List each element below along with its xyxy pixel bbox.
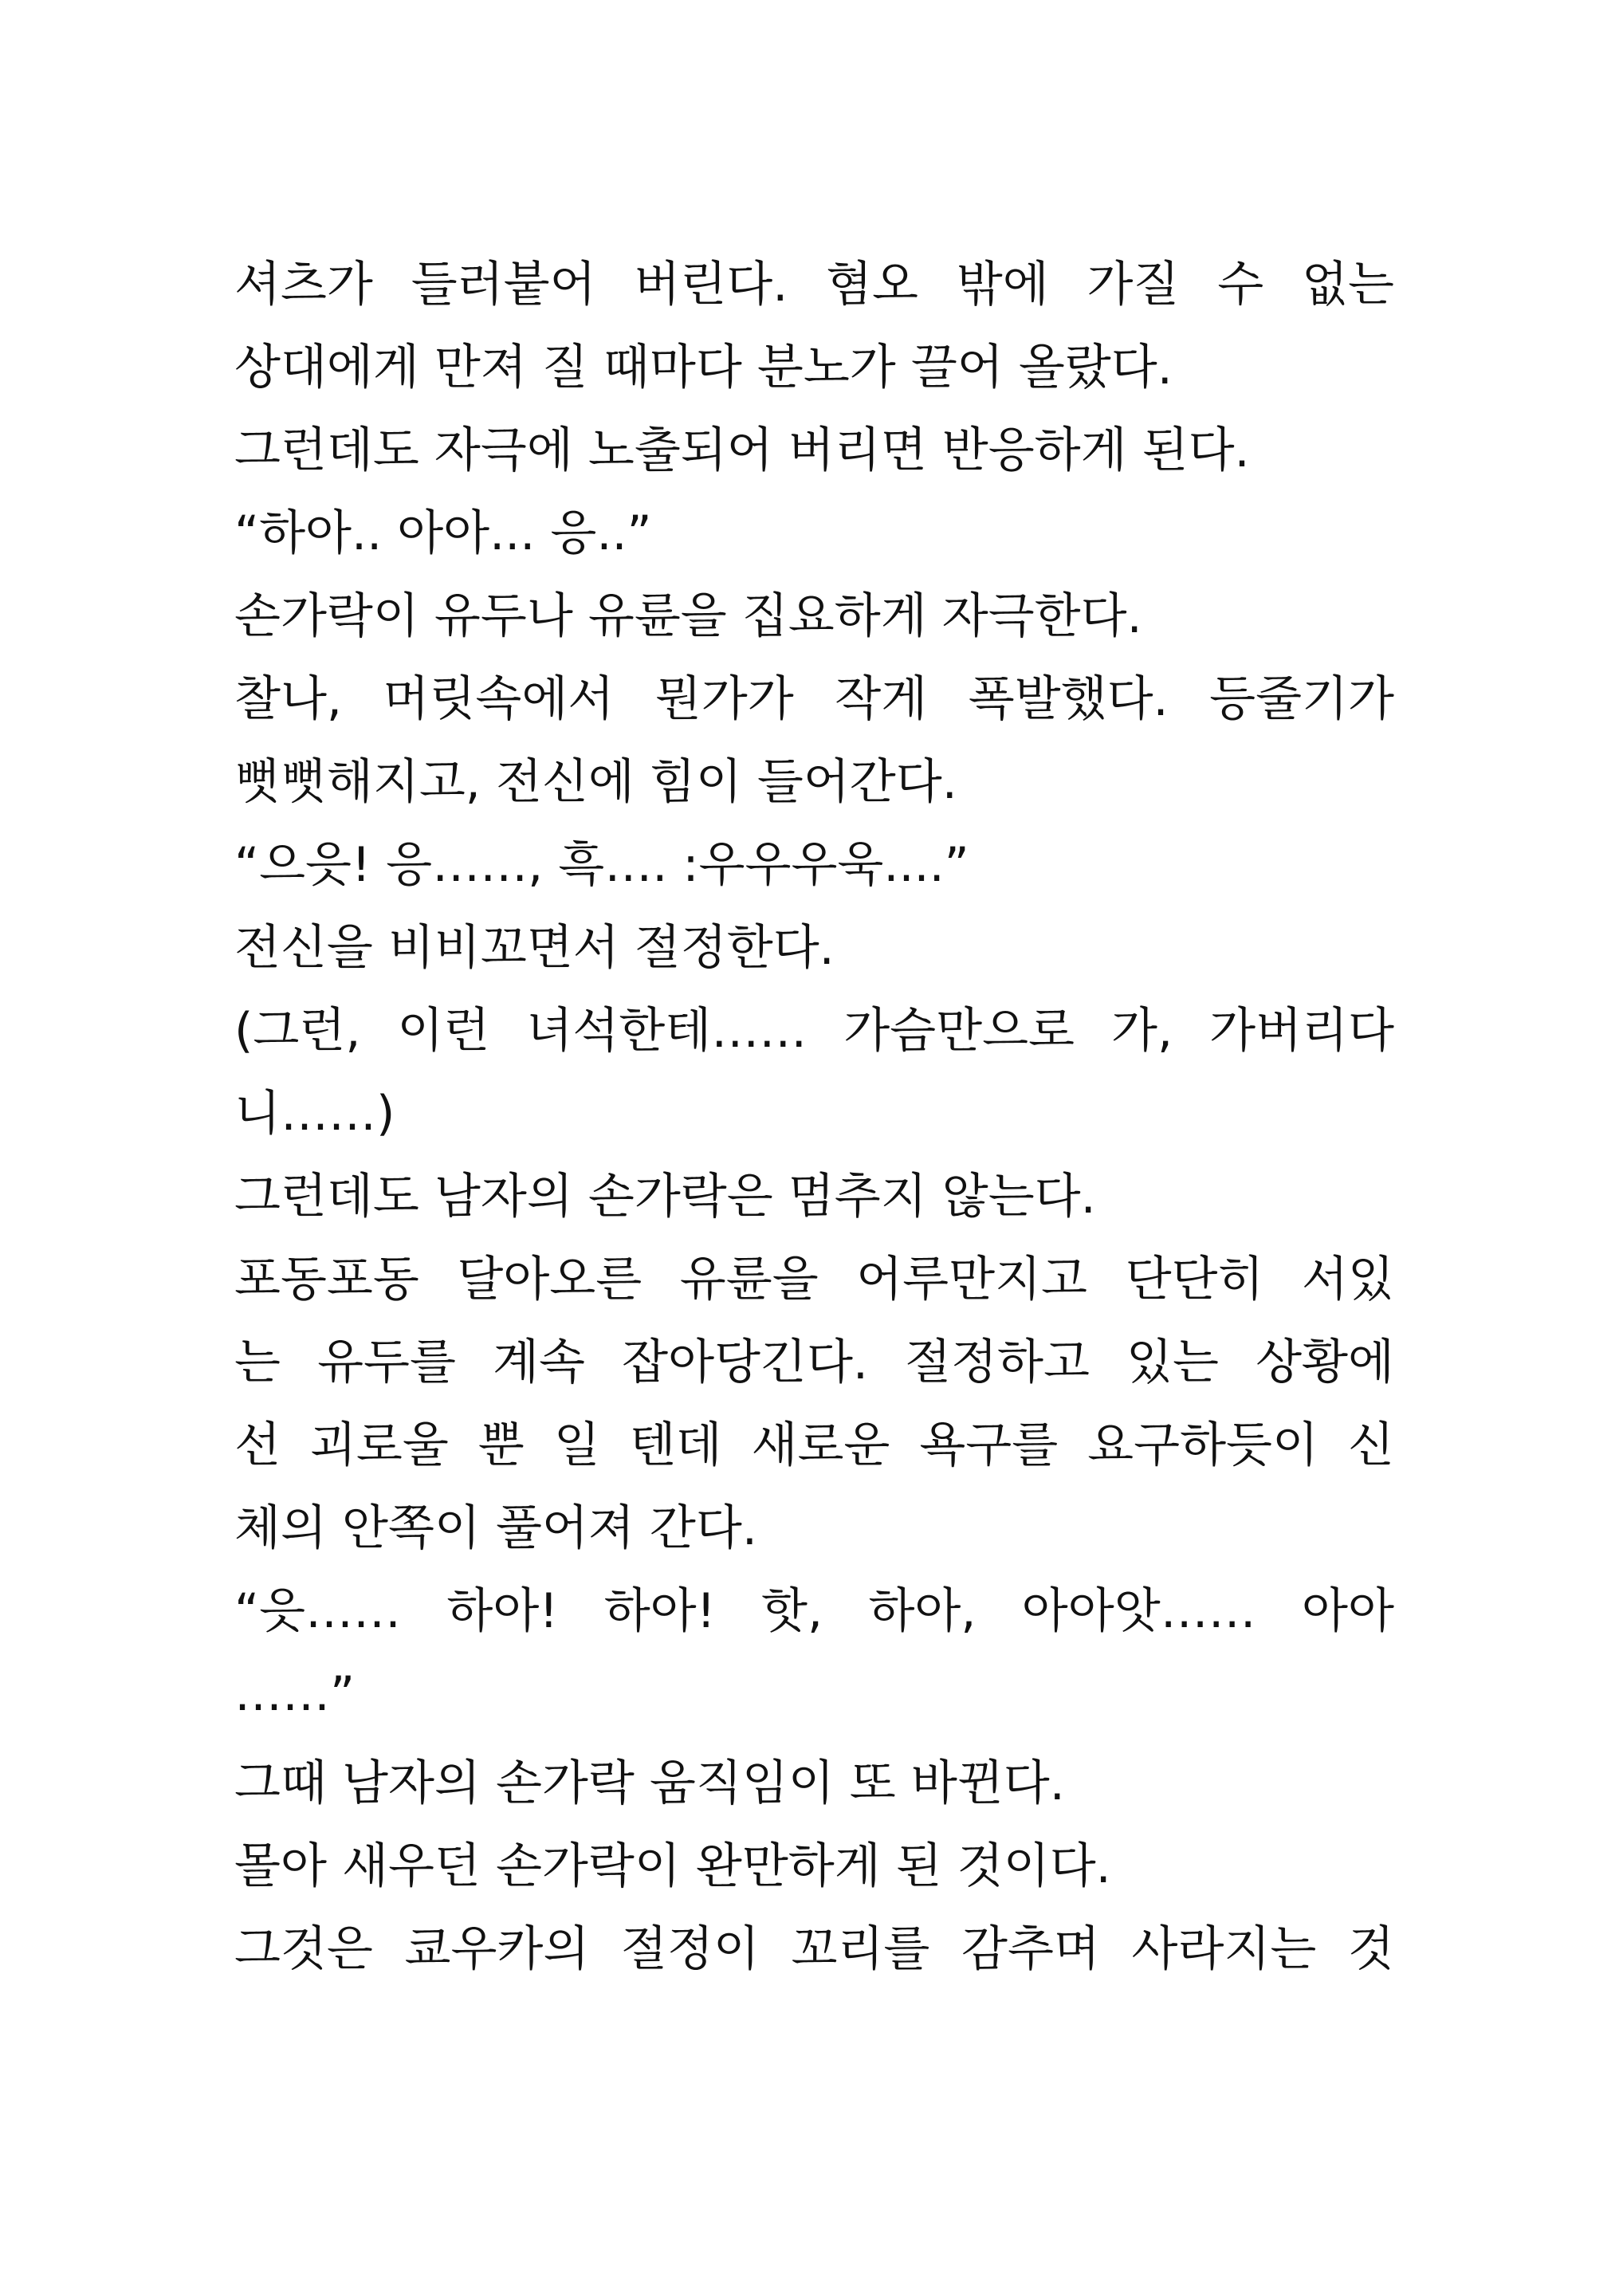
text-line-5: 손가락이 유두나 유륜을 집요하게 자극한다. xyxy=(234,588,1142,644)
word: 포동포동 xyxy=(234,1252,419,1307)
word: 혐오 xyxy=(826,257,918,313)
word: 쿄우카의 xyxy=(404,1921,590,1977)
text-line-11: 니……) xyxy=(234,1086,395,1142)
text-line-4: “하아.. 아아... 응..” xyxy=(234,505,652,561)
text-line-21 xyxy=(234,1908,1394,1991)
word: 신 xyxy=(1347,1417,1394,1473)
word: 감추며 xyxy=(961,1921,1100,1977)
word: 버린다. xyxy=(634,257,788,313)
word: 어루만지고 xyxy=(856,1252,1088,1307)
word: “읏…… xyxy=(234,1583,402,1639)
word: 수 xyxy=(1217,257,1264,313)
word: 셔츠가 xyxy=(234,257,373,313)
word: 작게 xyxy=(835,671,928,727)
word: 하아, xyxy=(868,1583,977,1639)
text-line-20: 몰아 새우던 손가락이 완만하게 된 것이다. xyxy=(234,1838,1111,1894)
word: 뿐 xyxy=(477,1417,525,1473)
word: 계속 xyxy=(493,1335,585,1390)
text-line-14 xyxy=(234,1321,1394,1404)
text-line-16: 체의 안쪽이 풀어져 간다. xyxy=(234,1500,757,1556)
word: (그런, xyxy=(234,1003,361,1059)
word: 유두를 xyxy=(317,1335,456,1390)
word: 찰나, xyxy=(234,671,342,727)
text-line-12: 그런데도 남자의 손가락은 멈추지 않는다. xyxy=(234,1169,1096,1225)
word: 달아오른 xyxy=(457,1252,643,1307)
text-line-1 xyxy=(234,243,1394,326)
word: 절정이 xyxy=(620,1921,760,1977)
word: 가슴만으로 xyxy=(843,1003,1075,1059)
word: 욕구를 xyxy=(919,1417,1059,1473)
word: 하아! xyxy=(446,1583,559,1639)
word: 등줄기가 xyxy=(1209,671,1394,727)
word: 잡아당긴다. xyxy=(622,1335,868,1390)
word: 밖에 xyxy=(956,257,1049,313)
word: 가질 xyxy=(1087,257,1180,313)
text-line-13 xyxy=(234,1238,1394,1321)
word: 것 xyxy=(1348,1921,1394,1977)
word: 없는 xyxy=(1302,257,1394,313)
text-line-19: 그때 남자의 손가락 움직임이 또 바뀐다. xyxy=(234,1755,1065,1811)
text-line-9: 전신을 비비꼬면서 절정한다. xyxy=(234,920,835,976)
word: 가, xyxy=(1111,1003,1173,1059)
word: 하아! xyxy=(603,1583,716,1639)
word: 있는 xyxy=(1126,1335,1219,1390)
word: 핫, xyxy=(761,1583,823,1639)
word: 머릿속에서 xyxy=(383,671,615,727)
word: 절정하고 xyxy=(905,1335,1090,1390)
text-line-17 xyxy=(234,1570,1394,1653)
word: 단단히 xyxy=(1125,1252,1264,1307)
text-line-2: 상대에게 만져 질 때마다 분노가 끌어 올랐다. xyxy=(234,340,1173,395)
text-line-6 xyxy=(234,658,1394,741)
word: 괴로울 xyxy=(309,1417,449,1473)
word: 일 xyxy=(553,1417,600,1473)
word: 선 xyxy=(234,1417,281,1473)
word: 그것은 xyxy=(234,1921,373,1977)
word: 꼬리를 xyxy=(791,1921,930,1977)
word: 뭔가가 xyxy=(654,671,794,727)
word: 사라지는 xyxy=(1131,1921,1317,1977)
word: 폭발했다. xyxy=(968,671,1169,727)
word: 텐데 xyxy=(629,1417,722,1473)
word: 아아 xyxy=(1302,1583,1394,1639)
word: 새로운 xyxy=(751,1417,890,1473)
body-text xyxy=(234,243,1394,1991)
word: 녀석한테…… xyxy=(526,1003,808,1059)
word: 유륜을 xyxy=(679,1252,819,1307)
text-line-18: ……” xyxy=(234,1666,356,1722)
word: 요구하듯이 xyxy=(1087,1417,1318,1473)
word: 들러붙어 xyxy=(411,257,596,313)
text-line-15 xyxy=(234,1404,1394,1487)
text-line-8: “으읏! 응……, 흑…. :우우우욱....” xyxy=(234,837,969,893)
word: 서있 xyxy=(1302,1252,1394,1307)
word: 상황에 xyxy=(1256,1335,1394,1390)
text-line-3: 그런데도 자극에 노출되어 버리면 반응하게 된다. xyxy=(234,423,1250,478)
text-line-10 xyxy=(234,989,1394,1072)
word: 가버리다 xyxy=(1209,1003,1394,1059)
word: 아아앗…… xyxy=(1021,1583,1256,1639)
word: 는 xyxy=(234,1335,281,1390)
text-line-7: 뻣뻣해지고, 전신에 힘이 들어간다. xyxy=(234,754,957,810)
word: 이런 xyxy=(397,1003,490,1059)
